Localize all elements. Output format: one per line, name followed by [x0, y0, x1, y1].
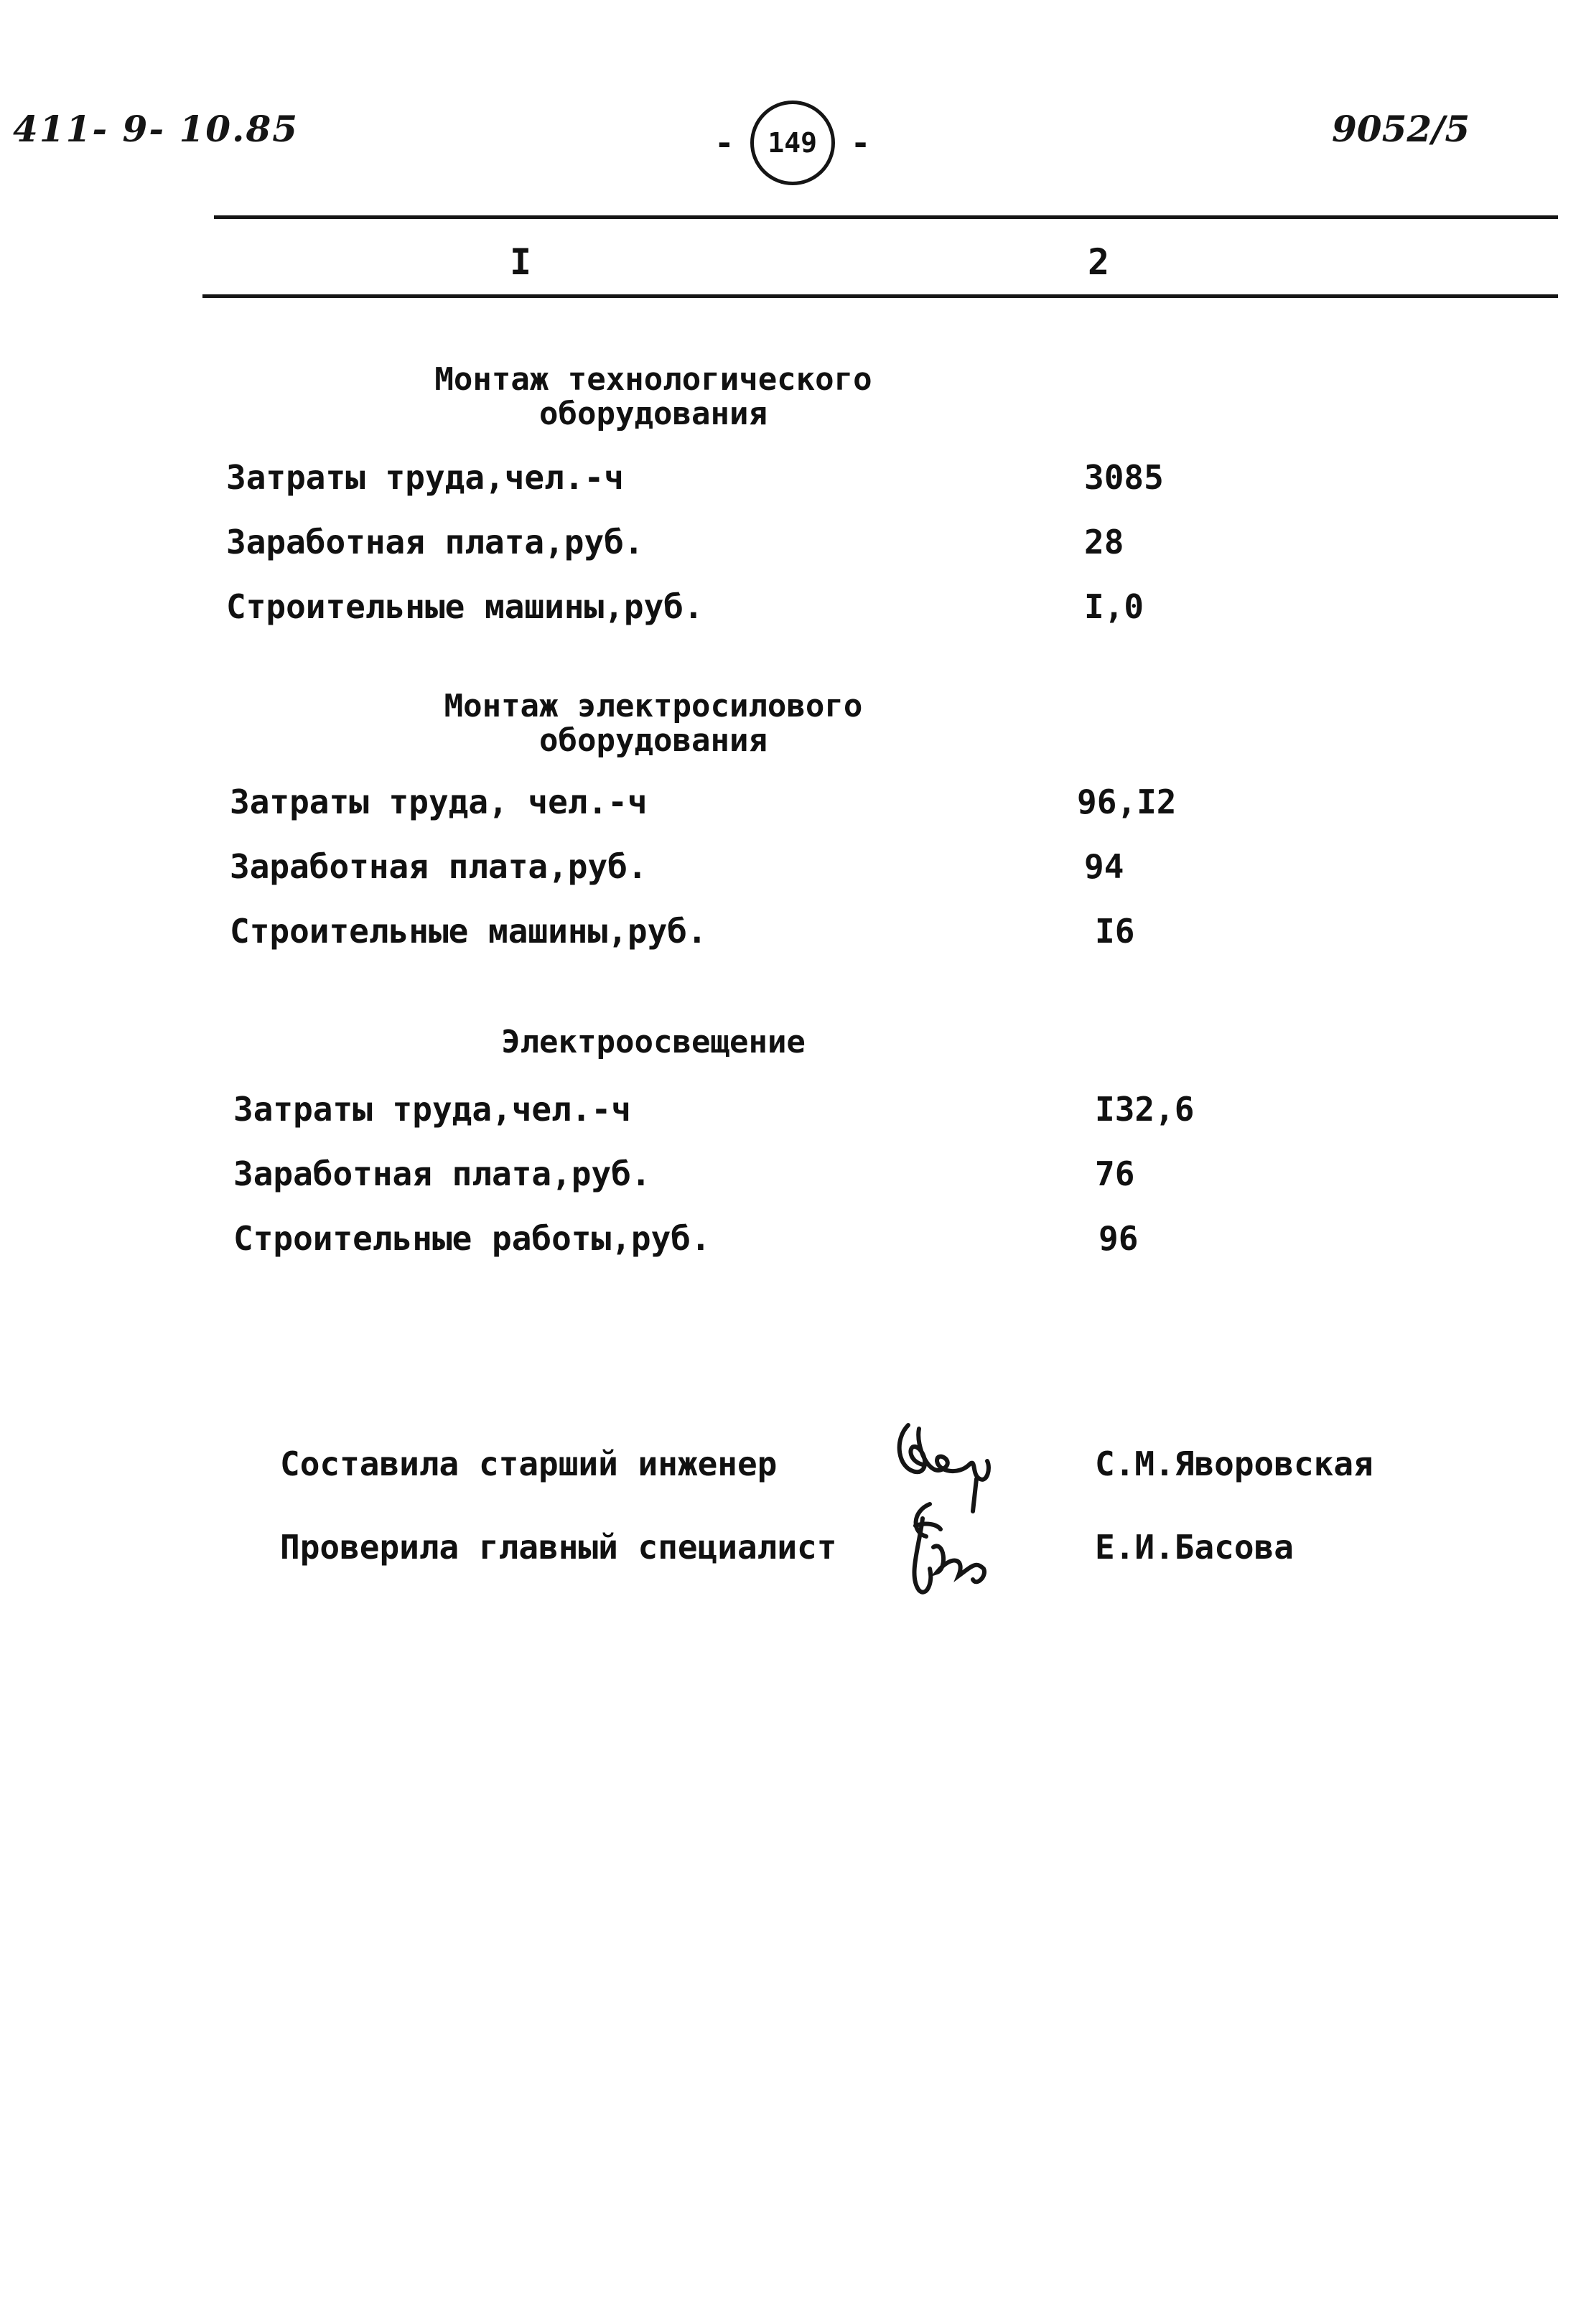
row-label: Заработная плата,руб.	[233, 1154, 651, 1193]
section-title	[402, 363, 905, 431]
column-header-1: I	[510, 241, 532, 283]
table-header-bottom-rule	[202, 294, 1558, 298]
row-value: I6	[1095, 912, 1135, 951]
column-header-2: 2	[1088, 241, 1110, 283]
row-value: I32,6	[1095, 1090, 1195, 1129]
row-label: Заработная плата,руб.	[226, 523, 644, 561]
row-label: Затраты труда, чел.-ч	[230, 783, 648, 821]
row-label: Заработная плата,руб.	[230, 847, 648, 886]
row-value: I,0	[1084, 587, 1144, 626]
signature-name: Е.И.Басова	[1095, 1528, 1294, 1567]
row-label: Строительные машины,руб.	[230, 912, 707, 951]
page-number-stamp	[750, 101, 835, 185]
row-value: 76	[1095, 1154, 1135, 1193]
signature-name: С.М.Яворовская	[1095, 1445, 1373, 1483]
table-top-rule	[214, 215, 1558, 219]
row-label: Затраты труда,чел.-ч	[233, 1090, 631, 1129]
row-value: 3085	[1084, 458, 1164, 497]
section-title-line: Электроосвещение	[501, 1024, 806, 1060]
section-title-line: Монтаж электросилового	[444, 688, 863, 724]
row-label: Затраты труда,чел.-ч	[226, 458, 624, 497]
page-dash-left: -	[714, 123, 734, 162]
page-number-block	[714, 101, 870, 185]
section-title-line: оборудования	[539, 396, 768, 432]
row-label: Строительные работы,руб.	[233, 1219, 711, 1258]
signature-role: Составила старший инженер	[280, 1445, 778, 1483]
page-dash-right: -	[850, 123, 871, 162]
row-value: 28	[1084, 523, 1124, 561]
section-title-line: Монтаж технологического	[434, 361, 872, 398]
sheet-code: 9052/5	[1332, 108, 1470, 150]
section-title	[402, 689, 905, 758]
row-value: 96	[1098, 1219, 1139, 1258]
row-value: 94	[1084, 847, 1124, 886]
section-title	[402, 1025, 905, 1060]
handwritten-signature-2	[887, 1497, 1002, 1601]
row-value: 96,I2	[1077, 783, 1177, 821]
document-code: 411- 9- 10.85	[13, 108, 299, 150]
row-label: Строительные машины,руб.	[226, 587, 704, 626]
signature-role: Проверила главный специалист	[280, 1528, 837, 1567]
section-title-line: оборудования	[539, 722, 768, 759]
page-number: 149	[768, 127, 818, 159]
